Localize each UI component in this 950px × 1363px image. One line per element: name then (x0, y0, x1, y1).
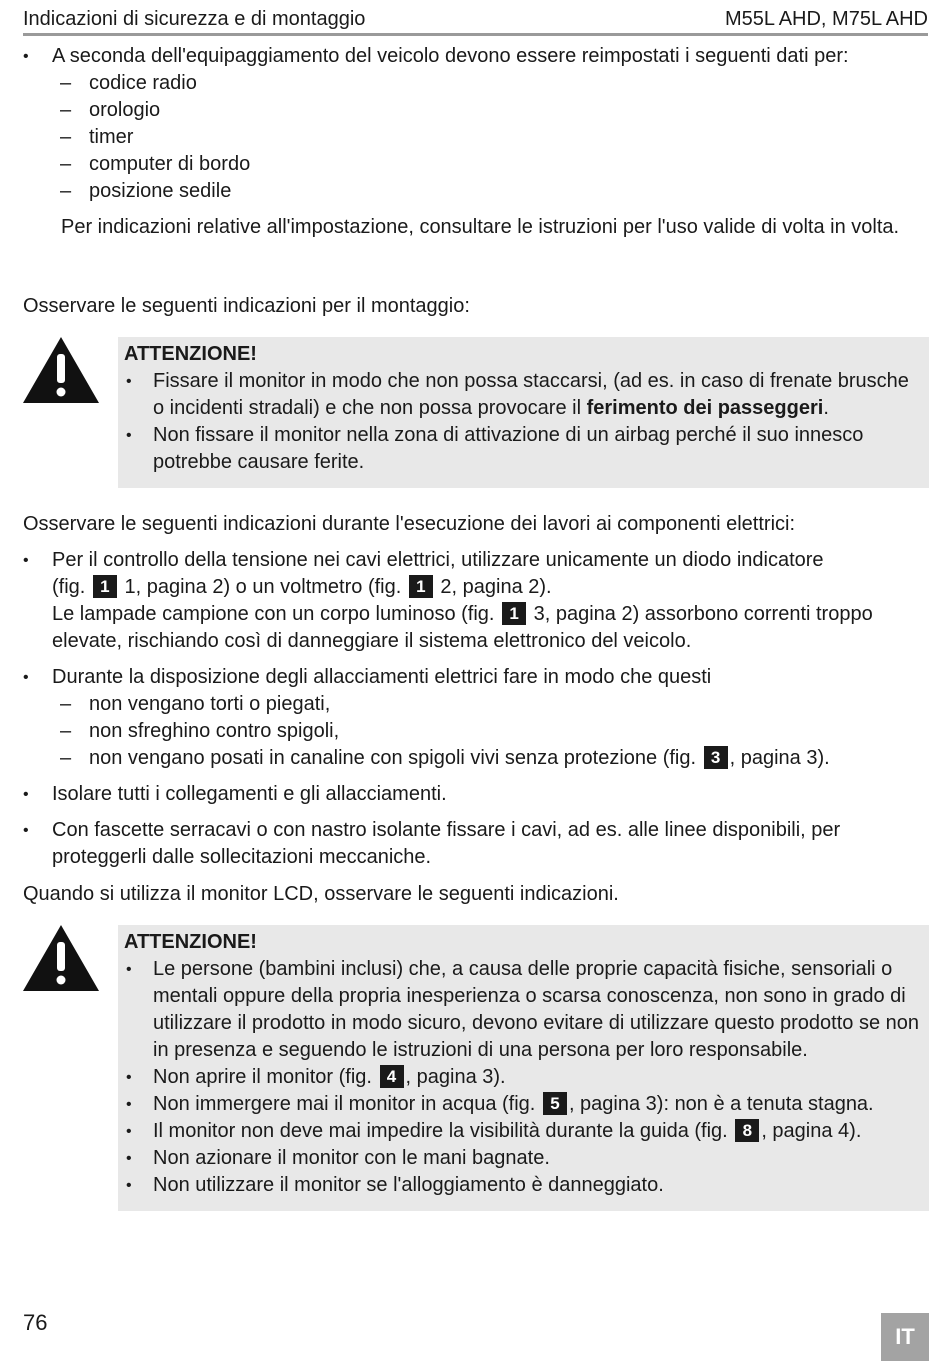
elettrici-text: • Per il controllo della tensione nei cavi elettrici, utilizzare unicamente un diodo indicatore (52, 549, 824, 571)
warning-bullet (124, 1091, 921, 1118)
warning-bullet: • Non fissare il monitor nella zona di attivazione di un airbag perché il suo innesco potrebbe causare ferite. (124, 422, 921, 476)
elettrici-text: 1, pagina 2) o un voltmetro (fig. (124, 576, 402, 598)
warning-bullet (124, 1064, 921, 1091)
elettrici-text: • Durante la disposizione degli allacciamenti elettrici fare in modo che questi (23, 664, 928, 691)
elettrici-text: 2, pagina 2). (440, 576, 552, 598)
intro-item-computer: – computer di bordo (23, 151, 928, 178)
elettrici-heading: Osservare le seguenti indicazioni durante l'esecuzione dei lavori ai componenti elettrici: (23, 513, 796, 535)
elettrici-text: 3, pagina 2) assorbono correnti troppo elevate, rischiando così di danneggiare il sistema elettronico del veicolo. (52, 603, 873, 652)
header-models: M55L AHD, M75L AHD (724, 8, 928, 30)
elettrici-section (23, 547, 928, 871)
elettrici-text: , pagina 3). (729, 747, 830, 769)
intro-section (23, 43, 928, 241)
page-header (23, 6, 928, 36)
elettrici-bullet-allacciamenti (23, 664, 928, 772)
elettrici-bullet-tensione (23, 547, 928, 655)
warning-text: . (823, 397, 829, 419)
warning-text: Non aprire il monitor (fig. (153, 1066, 372, 1088)
intro-note: Per indicazioni relative all'impostazione, consultare le istruzioni per l'uso valide di volta in volta. (61, 216, 900, 238)
elettrici-subitem: – non sfreghino contro spigoli, (23, 718, 928, 745)
warning-bullet: • Non utilizzare il monitor se l'alloggiamento è danneggiato. (124, 1172, 921, 1199)
warning-text: Non immergere mai il monitor in acqua (fig. (153, 1093, 536, 1115)
elettrici-text: non vengano posati in canaline con spigoli vivi senza protezione (fig. (89, 747, 697, 769)
warning-text: , pagina 3): non è a tenuta stagna. (568, 1093, 874, 1115)
warning-text: , pagina 3). (405, 1066, 506, 1088)
intro-item-clock: – orologio (23, 97, 928, 124)
lcd-heading: Quando si utilizza il monitor LCD, osservare le seguenti indicazioni. (23, 883, 619, 905)
elettrici-text: (fig. (52, 576, 86, 598)
language-badge: IT (881, 1313, 929, 1361)
elettrici-text (52, 601, 928, 655)
intro-item-timer: – timer (23, 124, 928, 151)
figure-ref-badge: 8 (735, 1119, 759, 1142)
warning-bullet: • Non azionare il monitor con le mani bagnate. (124, 1145, 921, 1172)
montaggio-heading: Osservare le seguenti indicazioni per il montaggio: (23, 295, 470, 317)
figure-ref-badge: 1 (502, 602, 526, 625)
elettrici-text: Le lampade campione con un corpo luminoso (fig. (52, 603, 495, 625)
figure-ref-badge: 1 (409, 575, 433, 598)
warning-text: , pagina 4). (761, 1120, 862, 1142)
warning-content (118, 925, 929, 1211)
elettrici-bullet-isolare: • Isolare tutti i collegamenti e gli allacciamenti. (23, 781, 928, 808)
intro-item-radio: – codice radio (23, 70, 928, 97)
warning-text: Il monitor non deve mai impedire la visibilità durante la guida (fig. (153, 1120, 728, 1142)
figure-ref-badge: 4 (380, 1065, 404, 1088)
intro-bullet: • A seconda dell'equipaggiamento del veicolo devono essere reimpostati i seguenti dati per: (23, 43, 928, 70)
warning-bullet (124, 1118, 921, 1145)
warning-bullet (124, 368, 921, 422)
elettrici-bullet-fascette: • Con fascette serracavi o con nastro isolante fissare i cavi, ad es. alle linee disponibili, per proteggerli dalle sollecitazioni meccaniche. (23, 817, 928, 871)
figure-ref-badge: 5 (543, 1092, 567, 1115)
figure-ref-badge: 1 (93, 575, 117, 598)
warning-content (118, 337, 929, 488)
elettrici-subitem (23, 745, 928, 772)
warning-bullet: • Le persone (bambini inclusi) che, a causa delle proprie capacità fisiche, sensoriali o mentali oppure della propria inesperienza o scarsa conoscenza, non sono in grado di utilizzare il prodotto in modo sicuro, devono evitare di utilizzare questo prodotto se non in presenza e seguendo le istruzioni di una persona per loro responsabile. (124, 956, 921, 1064)
intro-item-seat: – posizione sedile (23, 178, 928, 205)
elettrici-text (52, 574, 928, 601)
warning-title: ATTENZIONE! (124, 343, 257, 365)
elettrici-subitem: – non vengano torti o piegati, (23, 691, 928, 718)
warning-text: Fissare il monitor in modo che non possa staccarsi, (ad es. in caso di frenate brusche o incidenti stradali) e che non possa provocare il (153, 370, 909, 419)
header-title: Indicazioni di sicurezza e di montaggio (23, 8, 366, 30)
warning-triangle-icon (23, 337, 99, 403)
page-number: 76 (23, 1310, 48, 1335)
figure-ref-badge: 3 (704, 746, 728, 769)
warning-title: ATTENZIONE! (124, 931, 257, 953)
warning-emphasis: ferimento dei passeggeri (586, 397, 824, 419)
warning-triangle-icon (23, 925, 99, 991)
